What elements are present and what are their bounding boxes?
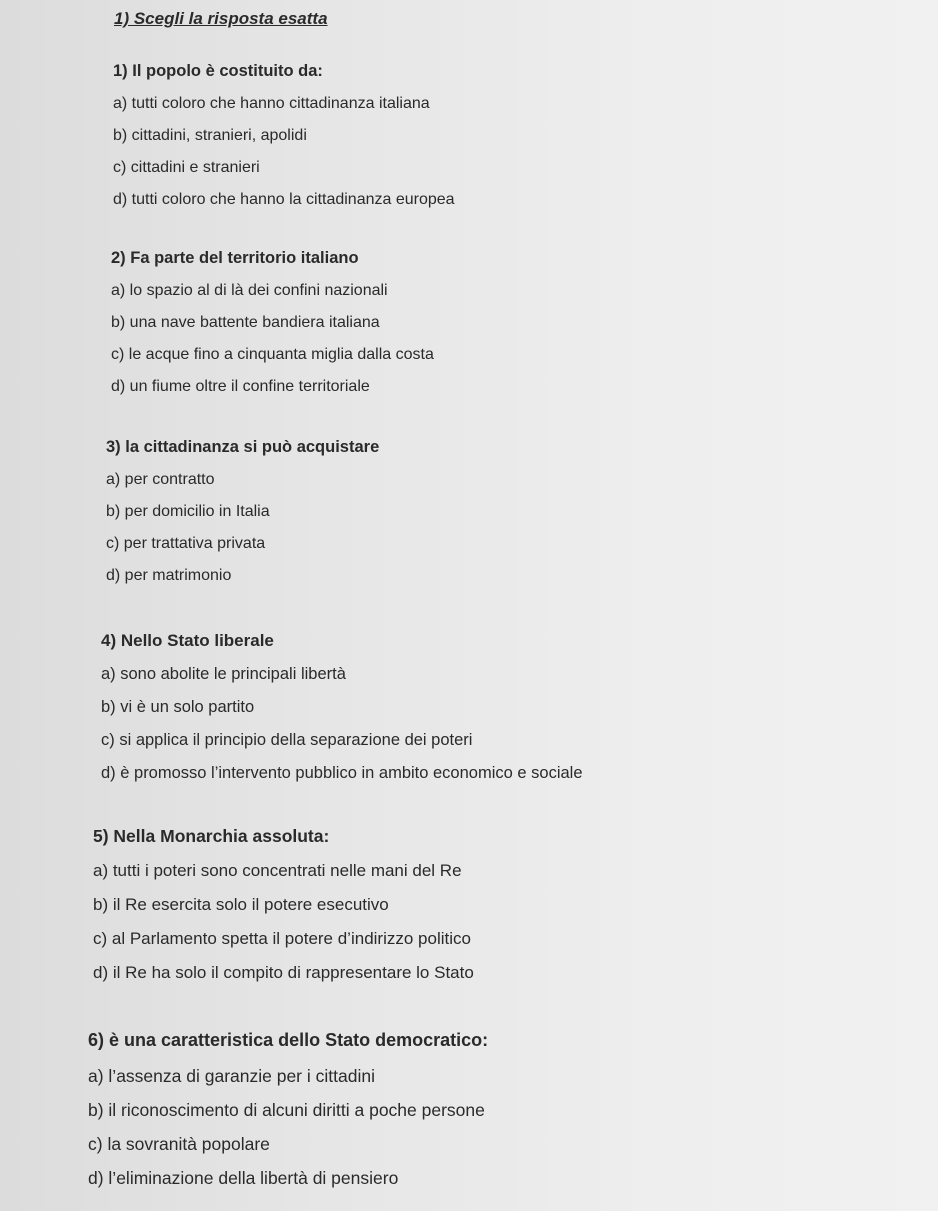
answer-option: b) il riconoscimento di alcuni diritti a poche persone bbox=[88, 1100, 485, 1120]
worksheet-title: 1) Scegli la risposta esatta bbox=[114, 9, 328, 28]
answer-option: d) è promosso l’intervento pubblico in ambito economico e sociale bbox=[101, 764, 583, 782]
question-title: 5) Nella Monarchia assoluta: bbox=[93, 826, 330, 846]
question-block bbox=[113, 62, 455, 222]
question-block bbox=[111, 249, 434, 409]
question-title: 3) la cittadinanza si può acquistare bbox=[106, 438, 380, 456]
answer-option: d) l’eliminazione della libertà di pensiero bbox=[88, 1168, 399, 1188]
answer-option: d) il Re ha solo il compito di rappresentare lo Stato bbox=[93, 963, 474, 982]
question-block bbox=[88, 1030, 488, 1202]
question-block bbox=[106, 438, 379, 598]
answer-option: c) si applica il principio della separazione dei poteri bbox=[101, 731, 473, 749]
question-block bbox=[93, 826, 474, 996]
answer-option: d) per matrimonio bbox=[106, 567, 232, 584]
answer-option: a) tutti coloro che hanno cittadinanza italiana bbox=[113, 95, 430, 112]
answer-option: d) un fiume oltre il confine territoriale bbox=[111, 378, 370, 395]
answer-option: c) per trattativa privata bbox=[106, 535, 266, 552]
answer-option: a) lo spazio al di là dei confini nazionali bbox=[111, 282, 388, 299]
answer-option: b) una nave battente bandiera italiana bbox=[111, 314, 380, 331]
answer-option: c) la sovranità popolare bbox=[88, 1134, 270, 1154]
answer-option: b) il Re esercita solo il potere esecutivo bbox=[93, 895, 389, 914]
question-title: 2) Fa parte del territorio italiano bbox=[111, 249, 359, 267]
answer-option: a) l’assenza di garanzie per i cittadini bbox=[88, 1066, 375, 1086]
answer-option: c) al Parlamento spetta il potere d’indirizzo politico bbox=[93, 929, 471, 948]
answer-option: b) per domicilio in Italia bbox=[106, 503, 270, 520]
answer-option: b) cittadini, stranieri, apolidi bbox=[113, 127, 307, 144]
answer-option: c) cittadini e stranieri bbox=[113, 159, 260, 176]
question-block bbox=[101, 631, 583, 796]
answer-option: d) tutti coloro che hanno la cittadinanza europea bbox=[113, 191, 455, 208]
answer-option: b) vi è un solo partito bbox=[101, 698, 255, 716]
question-title: 6) è una caratteristica dello Stato democratico: bbox=[88, 1030, 489, 1050]
answer-option: a) tutti i poteri sono concentrati nelle mani del Re bbox=[93, 861, 462, 880]
answer-option: c) le acque fino a cinquanta miglia dalla costa bbox=[111, 346, 434, 363]
answer-option: a) sono abolite le principali libertà bbox=[101, 665, 346, 683]
question-title: 4) Nello Stato liberale bbox=[101, 631, 274, 650]
answer-option: a) per contratto bbox=[106, 471, 215, 488]
question-title: 1) Il popolo è costituito da: bbox=[113, 62, 323, 80]
